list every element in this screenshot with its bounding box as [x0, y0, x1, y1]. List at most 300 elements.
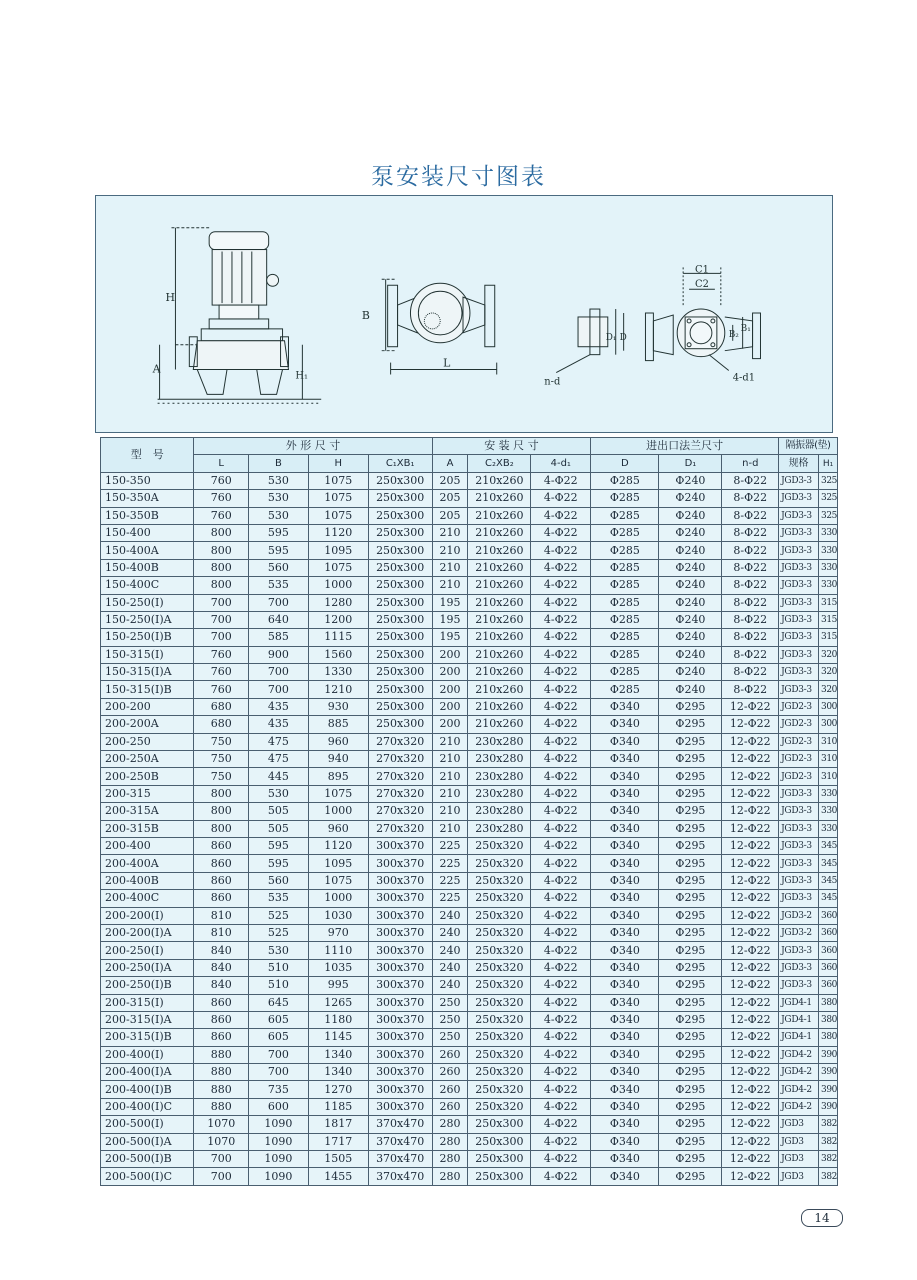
table-cell: 250x320 [468, 977, 531, 994]
table-cell: 200 [432, 698, 468, 715]
table-cell: Φ295 [659, 1046, 722, 1063]
table-cell: JGD2-3 [779, 716, 819, 733]
table-cell: Φ295 [659, 698, 722, 715]
table-row [101, 1098, 838, 1115]
table-cell: Φ240 [659, 542, 722, 559]
table-cell: 200-315(I)B [101, 1029, 194, 1046]
table-cell: 300x370 [368, 959, 432, 976]
table-cell: 4-Φ22 [531, 803, 591, 820]
table-row [101, 890, 838, 907]
table-row [101, 1133, 838, 1150]
table-body [101, 472, 838, 1185]
table-cell: 310 [819, 751, 838, 768]
table-cell: 250x320 [468, 1011, 531, 1028]
table-cell: JGD4-2 [779, 1064, 819, 1081]
table-cell: 4-Φ22 [531, 872, 591, 889]
table-cell: 1075 [308, 472, 368, 489]
table-cell: 700 [194, 1151, 249, 1168]
table-cell: 700 [249, 664, 309, 681]
table-cell: JGD3-3 [779, 524, 819, 541]
table-cell: 250x300 [368, 594, 432, 611]
table-cell: 250x320 [468, 942, 531, 959]
table-cell: Φ340 [591, 924, 659, 941]
table-cell: 4-Φ22 [531, 559, 591, 576]
table-cell: 300 [819, 698, 838, 715]
table-cell: 240 [432, 942, 468, 959]
table-cell: 12-Φ22 [722, 1098, 779, 1115]
table-cell: 8-Φ22 [722, 577, 779, 594]
table-cell: Φ295 [659, 924, 722, 941]
table-cell: 310 [819, 768, 838, 785]
table-cell: 810 [194, 907, 249, 924]
table-cell: 4-Φ22 [531, 1098, 591, 1115]
table-cell: 1455 [308, 1168, 368, 1185]
table-cell: 200-315(I) [101, 994, 194, 1011]
label-b1: B₁ [740, 323, 751, 334]
table-cell: 680 [194, 716, 249, 733]
table-cell: JGD3-3 [779, 977, 819, 994]
table-cell: Φ285 [591, 611, 659, 628]
table-cell: 12-Φ22 [722, 733, 779, 750]
table-cell: 12-Φ22 [722, 698, 779, 715]
table-cell: 250x300 [368, 542, 432, 559]
table-cell: 1090 [249, 1151, 309, 1168]
table-cell: 4-Φ22 [531, 611, 591, 628]
table-cell: 210 [432, 785, 468, 802]
table-cell: 200-500(I)A [101, 1133, 194, 1150]
table-cell: Φ295 [659, 977, 722, 994]
table-cell: Φ340 [591, 907, 659, 924]
table-cell: JGD3 [779, 1133, 819, 1150]
table-cell: 390 [819, 1098, 838, 1115]
table-cell: 475 [249, 733, 309, 750]
table-cell: 4-Φ22 [531, 855, 591, 872]
label-d1: D₁ [605, 332, 617, 343]
table-cell: 210x260 [468, 629, 531, 646]
table-cell: 600 [249, 1098, 309, 1115]
table-cell: Φ240 [659, 594, 722, 611]
table-cell: 12-Φ22 [722, 837, 779, 854]
table-cell: 435 [249, 716, 309, 733]
table-cell: 530 [249, 785, 309, 802]
table-cell: 250x300 [368, 716, 432, 733]
table-cell: 12-Φ22 [722, 768, 779, 785]
table-cell: JGD4-2 [779, 1046, 819, 1063]
table-cell: 210 [432, 559, 468, 576]
table-cell: 1817 [308, 1116, 368, 1133]
table-cell: 315 [819, 629, 838, 646]
table-cell: 1265 [308, 994, 368, 1011]
table-cell: 300x370 [368, 1011, 432, 1028]
table-cell: 1090 [249, 1116, 309, 1133]
table-cell: Φ285 [591, 629, 659, 646]
table-cell: Φ340 [591, 1133, 659, 1150]
table-cell: 200-315A [101, 803, 194, 820]
table-cell: 300x370 [368, 977, 432, 994]
table-cell: Φ295 [659, 855, 722, 872]
table-cell: JGD3 [779, 1116, 819, 1133]
table-cell: 4-Φ22 [531, 837, 591, 854]
table-cell: 200 [432, 664, 468, 681]
table-cell: 195 [432, 611, 468, 628]
table-cell: 230x280 [468, 751, 531, 768]
table-cell: 4-Φ22 [531, 1168, 591, 1185]
table-cell: 250 [432, 1029, 468, 1046]
table-cell: Φ285 [591, 490, 659, 507]
table-cell: Φ295 [659, 1133, 722, 1150]
table-cell: 300x370 [368, 837, 432, 854]
table-cell: 250x300 [368, 664, 432, 681]
table-cell: 1070 [194, 1133, 249, 1150]
table-cell: 250x320 [468, 1081, 531, 1098]
table-row [101, 559, 838, 576]
table-cell: 250 [432, 994, 468, 1011]
table-cell: Φ285 [591, 681, 659, 698]
table-cell: 250x320 [468, 1029, 531, 1046]
table-cell: Φ295 [659, 907, 722, 924]
header-col-l: L [194, 455, 249, 472]
table-cell: 210x260 [468, 716, 531, 733]
table-cell: Φ340 [591, 1046, 659, 1063]
table-cell: 150-400 [101, 524, 194, 541]
table-cell: 8-Φ22 [722, 472, 779, 489]
table-row [101, 768, 838, 785]
table-cell: 325 [819, 507, 838, 524]
table-cell: 510 [249, 959, 309, 976]
table-cell: JGD3-3 [779, 559, 819, 576]
table-cell: 250x320 [468, 1098, 531, 1115]
table-cell: 150-400C [101, 577, 194, 594]
table-cell: 595 [249, 837, 309, 854]
table-cell: 250x300 [368, 559, 432, 576]
table-cell: Φ340 [591, 855, 659, 872]
table-cell: 250x300 [468, 1168, 531, 1185]
table-cell: 4-Φ22 [531, 1081, 591, 1098]
table-row [101, 837, 838, 854]
table-cell: 860 [194, 994, 249, 1011]
table-cell: 370x470 [368, 1168, 432, 1185]
table-cell: 345 [819, 837, 838, 854]
table-cell: Φ240 [659, 681, 722, 698]
table-cell: 1030 [308, 907, 368, 924]
table-cell: 300x370 [368, 907, 432, 924]
header-col-b: B [249, 455, 309, 472]
table-cell: 1090 [249, 1168, 309, 1185]
table-cell: 4-Φ22 [531, 1116, 591, 1133]
label-h1: H₁ [295, 370, 309, 382]
table-cell: 200-250(I)A [101, 959, 194, 976]
table-cell: JGD3-3 [779, 507, 819, 524]
table-cell: 1075 [308, 785, 368, 802]
table-cell: JGD3-3 [779, 959, 819, 976]
table-cell: 800 [194, 524, 249, 541]
table-cell: 1115 [308, 629, 368, 646]
table-cell: Φ285 [591, 664, 659, 681]
table-cell: 360 [819, 924, 838, 941]
table-cell: 205 [432, 472, 468, 489]
table-cell: 300 [819, 716, 838, 733]
table-cell: 8-Φ22 [722, 594, 779, 611]
header-row-columns [101, 455, 838, 472]
table-cell: 345 [819, 872, 838, 889]
table-cell: 210x260 [468, 490, 531, 507]
label-b2: B₂ [728, 329, 739, 340]
table-cell: 4-Φ22 [531, 629, 591, 646]
table-cell: Φ295 [659, 716, 722, 733]
table-cell: 315 [819, 594, 838, 611]
table-cell: Φ340 [591, 1029, 659, 1046]
table-cell: 230x280 [468, 785, 531, 802]
table-cell: 210 [432, 524, 468, 541]
header-outer-dimensions: 外 形 尺 寸 [194, 438, 432, 455]
table-cell: 360 [819, 907, 838, 924]
table-cell: 195 [432, 629, 468, 646]
table-cell: Φ340 [591, 698, 659, 715]
header-col-spec: 规格 [779, 455, 819, 472]
pump-top-view [382, 279, 497, 374]
table-cell: Φ240 [659, 559, 722, 576]
table-cell: 240 [432, 907, 468, 924]
table-cell: 210 [432, 751, 468, 768]
table-cell: JGD3-3 [779, 594, 819, 611]
table-cell: 4-Φ22 [531, 1064, 591, 1081]
table-cell: 445 [249, 768, 309, 785]
table-cell: Φ340 [591, 942, 659, 959]
table-row [101, 977, 838, 994]
table-cell: 8-Φ22 [722, 664, 779, 681]
table-cell: 4-Φ22 [531, 907, 591, 924]
header-col-c2xb2: C₂XB₂ [468, 455, 531, 472]
table-cell: 4-Φ22 [531, 1151, 591, 1168]
table-cell: 960 [308, 733, 368, 750]
table-cell: 8-Φ22 [722, 629, 779, 646]
table-cell: Φ295 [659, 959, 722, 976]
table-cell: 530 [249, 942, 309, 959]
table-cell: Φ240 [659, 577, 722, 594]
table-cell: 4-Φ22 [531, 820, 591, 837]
table-cell: 700 [249, 594, 309, 611]
table-cell: 280 [432, 1116, 468, 1133]
table-cell: 1075 [308, 559, 368, 576]
table-cell: 270x320 [368, 768, 432, 785]
table-cell: 250x320 [468, 994, 531, 1011]
table-cell: 4-Φ22 [531, 890, 591, 907]
table-row [101, 959, 838, 976]
table-cell: 4-Φ22 [531, 751, 591, 768]
header-col-h: H [308, 455, 368, 472]
table-cell: Φ240 [659, 629, 722, 646]
header-col-h1: H₁ [819, 455, 838, 472]
table-cell: Φ340 [591, 1064, 659, 1081]
table-cell: 1200 [308, 611, 368, 628]
table-cell: 4-Φ22 [531, 1029, 591, 1046]
table-row [101, 751, 838, 768]
table-cell: 750 [194, 751, 249, 768]
table-row [101, 507, 838, 524]
table-cell: 1095 [308, 542, 368, 559]
table-cell: 225 [432, 872, 468, 889]
table-cell: 250x300 [368, 490, 432, 507]
table-cell: 200-400C [101, 890, 194, 907]
table-cell: 382 [819, 1168, 838, 1185]
table-cell: JGD2-3 [779, 768, 819, 785]
label-4d1: 4-d1 [732, 372, 756, 384]
table-cell: 4-Φ22 [531, 1011, 591, 1028]
table-cell: 370x470 [368, 1151, 432, 1168]
table-cell: Φ285 [591, 594, 659, 611]
table-cell: 382 [819, 1116, 838, 1133]
table-cell: 250x300 [368, 577, 432, 594]
header-col-d1: D₁ [659, 455, 722, 472]
table-row [101, 1046, 838, 1063]
table-cell: 800 [194, 803, 249, 820]
table-cell: Φ340 [591, 872, 659, 889]
table-cell: 200-315B [101, 820, 194, 837]
label-b: B [361, 308, 370, 322]
table-cell: 200-200A [101, 716, 194, 733]
table-row [101, 577, 838, 594]
table-cell: 250x300 [368, 472, 432, 489]
table-cell: 505 [249, 820, 309, 837]
table-cell: 330 [819, 820, 838, 837]
table-cell: 885 [308, 716, 368, 733]
table-cell: 345 [819, 890, 838, 907]
table-cell: 895 [308, 768, 368, 785]
table-cell: Φ340 [591, 1116, 659, 1133]
table-row [101, 1029, 838, 1046]
table-cell: Φ240 [659, 664, 722, 681]
header-install-dimensions: 安 装 尺 寸 [432, 438, 591, 455]
label-c1: C1 [695, 264, 709, 276]
table-cell: 880 [194, 1064, 249, 1081]
table-cell: JGD2-3 [779, 733, 819, 750]
table-row [101, 629, 838, 646]
table-cell: 250x300 [368, 611, 432, 628]
table-cell: Φ285 [591, 524, 659, 541]
table-cell: 200-200(I) [101, 907, 194, 924]
table-cell: 12-Φ22 [722, 1168, 779, 1185]
table-cell: Φ240 [659, 524, 722, 541]
table-cell: Φ295 [659, 1011, 722, 1028]
table-cell: 4-Φ22 [531, 768, 591, 785]
table-cell: Φ340 [591, 1151, 659, 1168]
table-cell: 390 [819, 1046, 838, 1063]
table-cell: 300x370 [368, 994, 432, 1011]
table-cell: Φ295 [659, 785, 722, 802]
table-row [101, 524, 838, 541]
table-cell: 360 [819, 942, 838, 959]
table-cell: Φ285 [591, 577, 659, 594]
table-cell: 700 [249, 1064, 309, 1081]
table-cell: 1120 [308, 837, 368, 854]
table-cell: 4-Φ22 [531, 490, 591, 507]
table-row [101, 611, 838, 628]
table-cell: 4-Φ22 [531, 681, 591, 698]
table-cell: 535 [249, 890, 309, 907]
table-cell: 370x470 [368, 1116, 432, 1133]
table-cell: 250x300 [368, 629, 432, 646]
table-cell: 200-250(I)B [101, 977, 194, 994]
header-col-a: A [432, 455, 468, 472]
table-cell: 270x320 [368, 751, 432, 768]
table-cell: 230x280 [468, 803, 531, 820]
table-cell: 8-Φ22 [722, 611, 779, 628]
table-cell: 300x370 [368, 1098, 432, 1115]
table-cell: 4-Φ22 [531, 577, 591, 594]
table-cell: 530 [249, 472, 309, 489]
table-cell: 1560 [308, 646, 368, 663]
table-cell: 320 [819, 664, 838, 681]
table-cell: 260 [432, 1046, 468, 1063]
table-cell: 760 [194, 472, 249, 489]
table-cell: JGD3-3 [779, 803, 819, 820]
header-col-d: D [591, 455, 659, 472]
table-cell: 930 [308, 698, 368, 715]
table-cell: 320 [819, 681, 838, 698]
table-cell: Φ285 [591, 472, 659, 489]
table-cell: 4-Φ22 [531, 959, 591, 976]
table-cell: 800 [194, 559, 249, 576]
table-cell: 12-Φ22 [722, 716, 779, 733]
table-cell: Φ285 [591, 507, 659, 524]
label-nd: n-d [544, 376, 561, 388]
table-cell: 200-400(I)C [101, 1098, 194, 1115]
table-cell: 150-315(I)A [101, 664, 194, 681]
table-cell: 12-Φ22 [722, 1151, 779, 1168]
table-cell: 280 [432, 1151, 468, 1168]
table-cell: 200-315 [101, 785, 194, 802]
table-cell: 390 [819, 1081, 838, 1098]
table-cell: JGD4-2 [779, 1081, 819, 1098]
table-cell: 210 [432, 733, 468, 750]
table-cell: 800 [194, 577, 249, 594]
table-cell: 240 [432, 959, 468, 976]
table-cell: 280 [432, 1168, 468, 1185]
table-row [101, 733, 838, 750]
table-cell: 150-350 [101, 472, 194, 489]
table-row [101, 646, 838, 663]
label-h: H [165, 291, 176, 305]
table-cell: 860 [194, 890, 249, 907]
table-cell: 12-Φ22 [722, 890, 779, 907]
table-cell: 300x370 [368, 855, 432, 872]
pump-dimension-table [100, 437, 838, 1186]
table-cell: 382 [819, 1133, 838, 1150]
table-cell: 150-350A [101, 490, 194, 507]
table-cell: JGD3-3 [779, 629, 819, 646]
table-cell: 270x320 [368, 803, 432, 820]
table-cell: JGD3 [779, 1168, 819, 1185]
table-row [101, 1168, 838, 1185]
table-cell: Φ340 [591, 1011, 659, 1028]
table-cell: 995 [308, 977, 368, 994]
table-cell: Φ240 [659, 490, 722, 507]
table-cell: 250x300 [468, 1151, 531, 1168]
table-cell: 4-Φ22 [531, 785, 591, 802]
table-cell: Φ240 [659, 472, 722, 489]
table-cell: 200-500(I)B [101, 1151, 194, 1168]
table-cell: 300x370 [368, 872, 432, 889]
table-row [101, 716, 838, 733]
table-cell: 1035 [308, 959, 368, 976]
table-cell: 4-Φ22 [531, 664, 591, 681]
table-cell: JGD3-3 [779, 837, 819, 854]
table-cell: Φ340 [591, 890, 659, 907]
header-col-nd: n-d [722, 455, 779, 472]
table-cell: JGD3-3 [779, 942, 819, 959]
table-row [101, 942, 838, 959]
table-cell: 1095 [308, 855, 368, 872]
